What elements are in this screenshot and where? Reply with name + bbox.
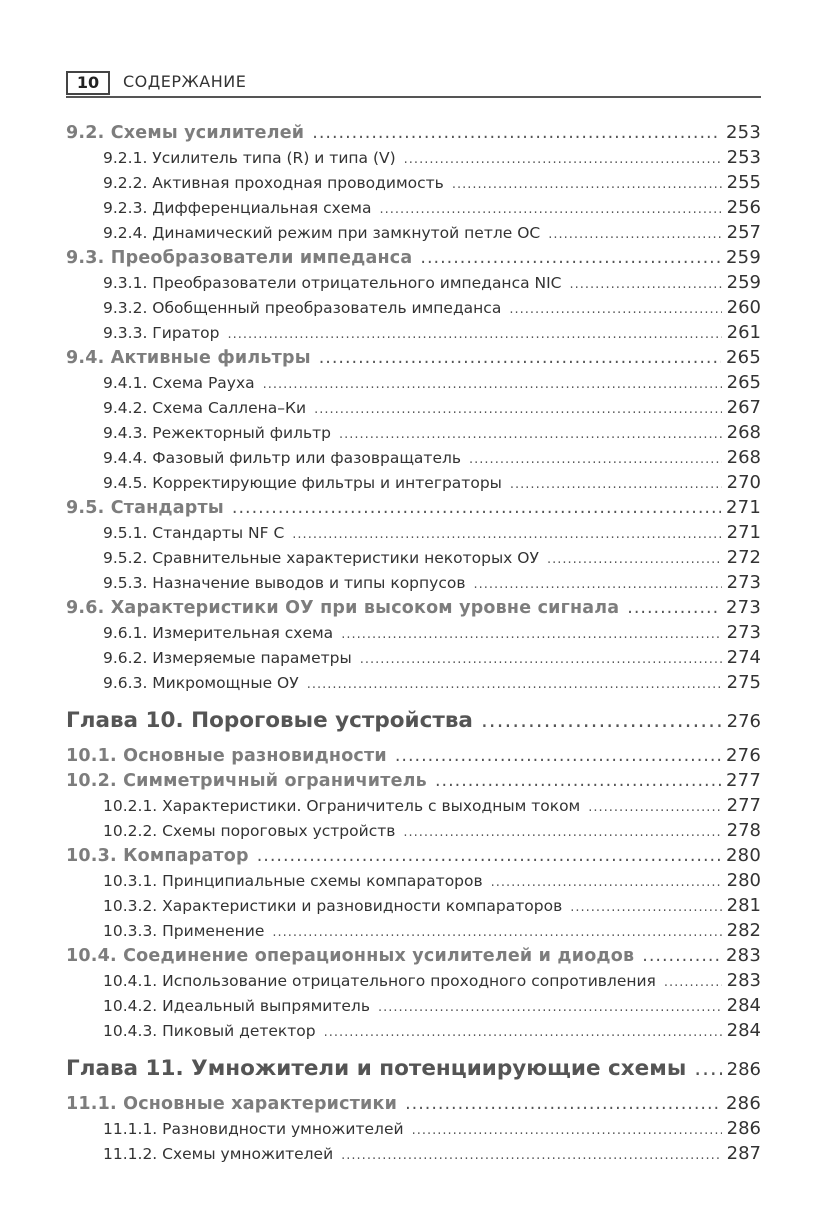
toc-entry-title: 9.3.2. Обобщенный преобразователь импеданса — [103, 299, 502, 317]
toc-entry-page: 270 — [726, 472, 761, 493]
dot-leader — [403, 819, 721, 845]
toc-entry-title: 10.3.2. Характеристики и разновидности компараторов — [103, 897, 563, 915]
toc-section[interactable] — [66, 120, 761, 145]
toc-subsection[interactable] — [66, 620, 761, 645]
page-number: 10 — [66, 71, 110, 95]
dot-leader — [570, 894, 721, 920]
toc-entry-title: 11.1. Основные характеристики — [66, 1094, 398, 1114]
toc-entry-page: 259 — [726, 272, 761, 293]
dot-leader — [324, 1019, 722, 1045]
dot-leader — [378, 994, 722, 1020]
toc-section[interactable] — [66, 345, 761, 370]
toc-entry-page: 275 — [726, 672, 761, 693]
toc-entry-page: 286 — [726, 1059, 761, 1080]
dot-leader — [473, 571, 721, 597]
toc-entry-page: 271 — [726, 497, 761, 518]
toc-entry-page: 283 — [726, 945, 761, 966]
toc-entry-title: 9.2.4. Динамический режим при замкнутой петле ОС — [103, 224, 541, 242]
toc-entry-page: 271 — [726, 522, 761, 543]
toc-entry-page: 268 — [726, 447, 761, 468]
dot-leader — [435, 769, 721, 794]
toc-subsection[interactable] — [66, 270, 761, 295]
toc-subsection[interactable] — [66, 1116, 761, 1141]
toc-entry-page: 276 — [726, 745, 761, 766]
toc-entry-title: 10.4.3. Пиковый детектор — [103, 1022, 316, 1040]
dot-leader — [627, 596, 721, 621]
dot-leader — [420, 246, 721, 271]
toc-entry-title: 9.5.3. Назначение выводов и типы корпусов — [103, 574, 466, 592]
dot-leader — [570, 271, 722, 297]
toc-subsection[interactable] — [66, 195, 761, 220]
toc-entry-page: 287 — [726, 1143, 761, 1164]
toc-entry-page: 268 — [726, 422, 761, 443]
toc-entry-title: 10.3.1. Принципиальные схемы компараторов — [103, 872, 483, 890]
toc-entry-page: 253 — [726, 122, 761, 143]
toc-entry-title: 9.4.3. Режекторный фильтр — [103, 424, 331, 442]
toc-subsection[interactable] — [66, 295, 761, 320]
dot-leader — [469, 446, 722, 472]
toc-entry-page: 260 — [726, 297, 761, 318]
dot-leader — [404, 146, 722, 172]
toc-entry-page: 280 — [726, 845, 761, 866]
toc-entry-page: 277 — [726, 795, 761, 816]
dot-leader — [694, 1052, 721, 1086]
toc-entry-page: 286 — [726, 1118, 761, 1139]
toc-entry-title: Глава 11. Умножители и потенциирующие схемы — [66, 1056, 687, 1081]
toc-entry-title: 10.2.1. Характеристики. Ограничитель с выходным током — [103, 797, 581, 815]
toc-entry-page: 265 — [726, 347, 761, 368]
toc-entry-title: 10.4.2. Идеальный выпрямитель — [103, 997, 370, 1015]
toc-subsection[interactable] — [66, 470, 761, 495]
dot-leader — [257, 844, 721, 869]
toc-entry-title: 9.4.2. Схема Саллена–Ки — [103, 399, 307, 417]
toc-entry-page: 282 — [726, 920, 761, 941]
toc-section[interactable] — [66, 943, 761, 968]
toc-subsection[interactable] — [66, 645, 761, 670]
dot-leader — [360, 646, 722, 672]
dot-leader — [642, 944, 721, 969]
toc-subsection[interactable] — [66, 868, 761, 893]
dot-leader — [395, 744, 721, 769]
toc-entry-title: 11.1.1. Разновидности умножителей — [103, 1120, 404, 1138]
toc-entry-page: 273 — [726, 572, 761, 593]
dot-leader — [341, 1142, 721, 1168]
toc-entry-title: 9.5. Стандарты — [66, 498, 224, 518]
toc-entry-page: 259 — [726, 247, 761, 268]
toc-subsection[interactable] — [66, 793, 761, 818]
dot-leader — [491, 869, 722, 895]
toc-entry-page: 265 — [726, 372, 761, 393]
toc-entry-title: 9.6. Характеристики ОУ при высоком уровне сигнала — [66, 598, 620, 618]
running-title: СОДЕРЖАНИЕ — [123, 72, 247, 91]
dot-leader — [232, 496, 721, 521]
toc-subsection[interactable] — [66, 1018, 761, 1043]
toc-entry-title: 10.4. Соединение операционных усилителей и диодов — [66, 946, 635, 966]
dot-leader — [588, 794, 721, 820]
toc-entry-page: 257 — [726, 222, 761, 243]
toc-entry-title: 10.1. Основные разновидности — [66, 746, 387, 766]
toc-entry-title: Глава 10. Пороговые устройства — [66, 708, 473, 733]
toc-section[interactable] — [66, 768, 761, 793]
toc-entry-title: 9.2. Схемы усилителей — [66, 123, 305, 143]
toc-entry-title: 9.4. Активные фильтры — [66, 348, 311, 368]
toc-entry-page: 280 — [726, 870, 761, 891]
toc-entry-title: 9.2.2. Активная проходная проводимость — [103, 174, 444, 192]
dot-leader — [452, 171, 722, 197]
toc-subsection[interactable] — [66, 570, 761, 595]
toc-entry-title: 9.2.1. Усилитель типа (R) и типа (V) — [103, 149, 396, 167]
toc-subsection[interactable] — [66, 145, 761, 170]
toc-subsection[interactable] — [66, 893, 761, 918]
toc-entry-page: 256 — [726, 197, 761, 218]
dot-leader — [228, 321, 722, 347]
toc-entry-title: 10.4.1. Использование отрицательного проходного сопротивления — [103, 972, 656, 990]
toc-section[interactable] — [66, 245, 761, 270]
toc-subsection[interactable] — [66, 395, 761, 420]
toc-entry-title: 9.5.2. Сравнительные характеристики некоторых ОУ — [103, 549, 539, 567]
toc-entry-page: 277 — [726, 770, 761, 791]
toc-entry-title: 9.3.3. Гиратор — [103, 324, 220, 342]
toc-entry-page: 284 — [726, 995, 761, 1016]
toc-entry-title: 9.2.3. Дифференциальная схема — [103, 199, 372, 217]
toc-section[interactable] — [66, 743, 761, 768]
table-of-contents — [66, 120, 761, 1166]
toc-chapter[interactable] — [66, 1052, 761, 1086]
dot-leader — [412, 1117, 722, 1143]
toc-entry-title: 9.4.5. Корректирующие фильтры и интеграторы — [103, 474, 502, 492]
toc-subsection[interactable] — [66, 320, 761, 345]
toc-subsection[interactable] — [66, 993, 761, 1018]
toc-entry-page: 273 — [726, 622, 761, 643]
dot-leader — [548, 221, 721, 247]
toc-section[interactable] — [66, 495, 761, 520]
toc-entry-title: 11.1.2. Схемы умножителей — [103, 1145, 334, 1163]
toc-entry-page: 261 — [726, 322, 761, 343]
toc-entry-page: 255 — [726, 172, 761, 193]
toc-subsection[interactable] — [66, 818, 761, 843]
toc-entry-title: 9.5.1. Стандарты NF C — [103, 524, 285, 542]
toc-entry-title: 10.2.2. Схемы пороговых устройств — [103, 822, 396, 840]
toc-entry-page: 283 — [726, 970, 761, 991]
dot-leader — [341, 621, 721, 647]
dot-leader — [339, 421, 722, 447]
toc-section[interactable] — [66, 595, 761, 620]
dot-leader — [509, 296, 721, 322]
toc-section[interactable] — [66, 843, 761, 868]
toc-entry-title: 9.3. Преобразователи импеданса — [66, 248, 413, 268]
toc-subsection[interactable] — [66, 370, 761, 395]
toc-subsection[interactable] — [66, 670, 761, 695]
toc-entry-page: 281 — [726, 895, 761, 916]
page-header — [66, 70, 761, 98]
toc-entry-page: 274 — [726, 647, 761, 668]
toc-subsection[interactable] — [66, 170, 761, 195]
toc-entry-page: 278 — [726, 820, 761, 841]
toc-section[interactable] — [66, 1091, 761, 1116]
toc-subsection[interactable] — [66, 420, 761, 445]
dot-leader — [307, 671, 722, 697]
toc-subsection[interactable] — [66, 968, 761, 993]
dot-leader — [405, 1092, 721, 1117]
toc-entry-title: 9.4.4. Фазовый фильтр или фазовращатель — [103, 449, 462, 467]
toc-entry-page: 276 — [726, 711, 761, 732]
dot-leader — [263, 371, 722, 397]
dot-leader — [319, 346, 721, 371]
dot-leader — [272, 919, 721, 945]
toc-chapter[interactable] — [66, 704, 761, 738]
toc-entry-page: 273 — [726, 597, 761, 618]
dot-leader — [314, 396, 722, 422]
dot-leader — [380, 196, 722, 222]
toc-entry-page: 286 — [726, 1093, 761, 1114]
toc-subsection[interactable] — [66, 520, 761, 545]
toc-subsection[interactable] — [66, 445, 761, 470]
toc-entry-title: 10.2. Симметричный ограничитель — [66, 771, 427, 791]
dot-leader — [481, 704, 722, 738]
toc-entry-page: 253 — [726, 147, 761, 168]
toc-entry-title: 10.3.3. Применение — [103, 922, 265, 940]
toc-entry-title: 9.4.1. Схема Рауха — [103, 374, 255, 392]
toc-entry-title: 10.3. Компаратор — [66, 846, 249, 866]
toc-subsection[interactable] — [66, 1141, 761, 1166]
dot-leader — [664, 969, 722, 995]
dot-leader — [292, 521, 721, 547]
toc-entry-title: 9.6.3. Микромощные ОУ — [103, 674, 299, 692]
toc-entry-page: 267 — [726, 397, 761, 418]
dot-leader — [547, 546, 722, 572]
toc-entry-page: 284 — [726, 1020, 761, 1041]
dot-leader — [312, 121, 721, 146]
toc-entry-title: 9.6.2. Измеряемые параметры — [103, 649, 352, 667]
dot-leader — [510, 471, 722, 497]
toc-subsection[interactable] — [66, 545, 761, 570]
toc-entry-page: 272 — [726, 547, 761, 568]
toc-entry-title: 9.6.1. Измерительная схема — [103, 624, 334, 642]
toc-subsection[interactable] — [66, 918, 761, 943]
toc-entry-title: 9.3.1. Преобразователи отрицательного импеданса NIC — [103, 274, 562, 292]
toc-subsection[interactable] — [66, 220, 761, 245]
